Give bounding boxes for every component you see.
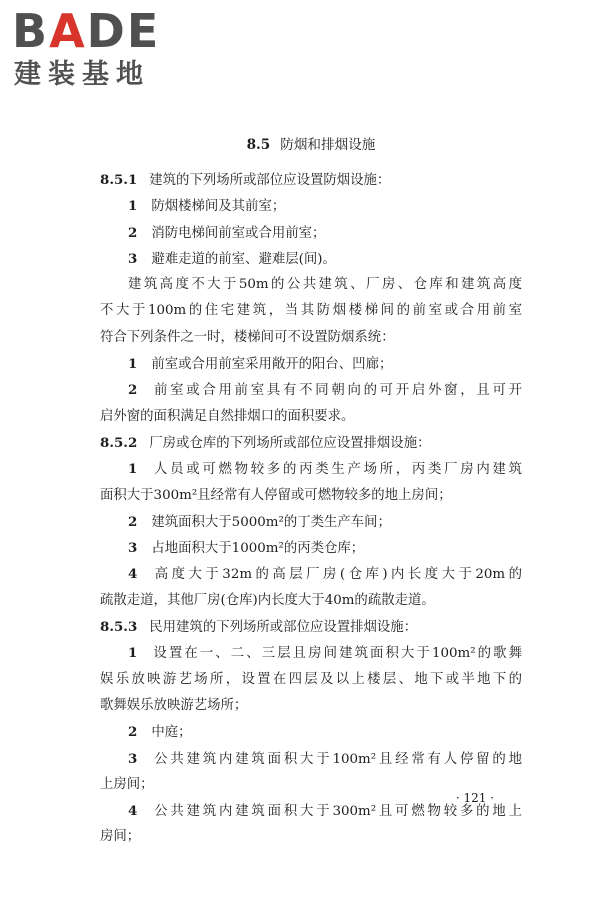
- text-line: 歌舞娱乐放映游艺场所；: [100, 697, 248, 713]
- item-number: 4: [128, 803, 138, 820]
- item-line: 2 前室或合用前室具有不同朝向的可开启外窗，且可开: [128, 382, 522, 399]
- item-number: 1: [128, 645, 138, 662]
- item-number: 1: [128, 461, 138, 478]
- clause-line: 8.5.1 建筑的下列场所或部位应设置防烟设施：: [100, 172, 391, 188]
- section-title-text: 防烟和排烟设施: [280, 137, 376, 153]
- item-number: 3: [128, 250, 138, 267]
- text-line: 启外窗的面积满足自然排烟口的面积要求。: [100, 408, 355, 424]
- page-number: · 121 ·: [455, 791, 495, 805]
- section-title: [100, 131, 522, 159]
- item-number: 3: [128, 750, 138, 767]
- text-line: 面积大于300m²且经常有人停留或可燃物较多的地上房间；: [100, 487, 452, 503]
- clause-number: 8.5.2: [100, 434, 138, 451]
- item-line: 2 消防电梯间前室或合用前室；: [128, 224, 326, 241]
- bade-logo: [12, 4, 177, 92]
- item-line: 1 人员或可燃物较多的丙类生产场所，丙类厂房内建筑: [128, 461, 522, 478]
- clause-line: 8.5.3 民用建筑的下列场所或部位应设置排烟设施：: [100, 619, 418, 636]
- logo-wordmark: BADE: [12, 4, 161, 58]
- item-line: 3 公共建筑内建筑面积大于100m²且经常有人停留的地: [128, 750, 522, 767]
- item-line: 3 避难走道的前室、避难层(间)。: [128, 250, 336, 267]
- item-number: 1: [128, 198, 138, 215]
- logo-subtitle: 建装基地: [14, 59, 150, 90]
- text-line: 符合下列条件之一时，楼梯间可不设置防烟系统：: [100, 329, 395, 345]
- item-number: 2: [128, 382, 138, 399]
- item-line: 1 前室或合用前室采用敞开的阳台、凹廊；: [128, 356, 393, 373]
- clause-number: 8.5.3: [100, 619, 138, 636]
- item-number: 2: [128, 224, 138, 241]
- clause-number: 8.5.1: [100, 172, 138, 188]
- item-number: 1: [128, 356, 138, 373]
- document-body: [100, 131, 522, 851]
- text-line: 房间；: [100, 829, 141, 845]
- item-line: 3 占地面积大于1000m²的丙类仓库；: [128, 540, 365, 557]
- item-number: 3: [128, 540, 138, 557]
- item-number: 2: [128, 513, 138, 530]
- item-line: 1 防烟楼梯间及其前室；: [128, 198, 286, 215]
- item-line: 4 高度大于32m的高层厂房(仓库)内长度大于20m的: [128, 566, 522, 583]
- section-number: 8.5: [246, 137, 271, 153]
- item-line: 2 中庭；: [128, 724, 192, 741]
- clause-line: 8.5.2 厂房或仓库的下列场所或部位应设置排烟设施：: [100, 434, 431, 451]
- text-line: 娱乐放映游艺场所，设置在四层及以上楼层、地下或半地下的: [100, 671, 522, 687]
- item-number: 4: [128, 566, 138, 583]
- item-number: 2: [128, 724, 138, 741]
- item-line: 4 公共建筑内建筑面积大于300m²且可燃物较多的地上: [128, 803, 522, 820]
- text-line: 不大于100m的住宅建筑，当其防烟楼梯间的前室或合用前室: [100, 303, 522, 319]
- text-line: 上房间；: [100, 776, 154, 792]
- item-line: 2 建筑面积大于5000m²的丁类生产车间；: [128, 513, 391, 530]
- text-line: 建筑高度不大于50m的公共建筑、厂房、仓库和建筑高度: [128, 277, 522, 293]
- item-line: 1 设置在一、二、三层且房间建筑面积大于100m²的歌舞: [128, 645, 522, 662]
- text-line: 疏散走道，其他厂房(仓库)内长度大于40m的疏散走道。: [100, 592, 435, 608]
